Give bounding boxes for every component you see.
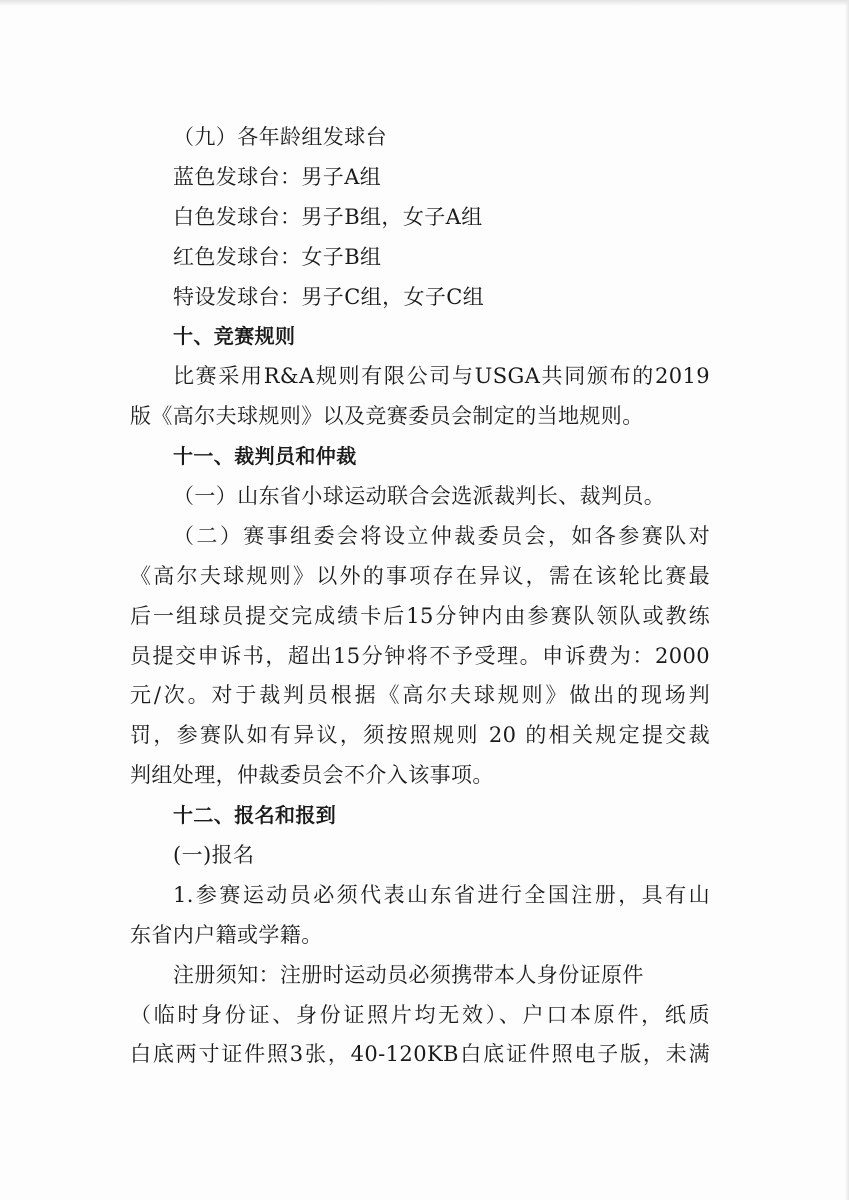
subsection-title-tee-boxes: （九）各年龄组发球台 <box>173 125 387 149</box>
section-heading-rules: 十、竞赛规则 <box>173 324 296 349</box>
tee-blue-line: 蓝色发球台：男子A组 <box>173 164 382 189</box>
referee-item-2-line-4: 员提交申诉书，超出15分钟将不予受理。申诉费为：2000 <box>130 643 710 668</box>
scan-edge-right <box>845 0 849 1200</box>
referee-item-2-line-5: 元/次。对于裁判员根据《高尔夫球规则》做出的现场判 <box>130 683 710 708</box>
tee-special-line: 特设发球台：男子C组，女子C组 <box>173 284 485 309</box>
tee-red-line: 红色发球台：女子B组 <box>173 244 382 269</box>
tee-white-line: 白色发球台：男子B组，女子A组 <box>173 204 483 229</box>
subsection-title-registration: (一)报名 <box>173 843 255 868</box>
referee-item-2-line-7: 判组处理，仲裁委员会不介入该事项。 <box>130 763 494 788</box>
document-body <box>130 118 710 1075</box>
section-heading-registration: 十二、报名和报到 <box>173 803 337 828</box>
referee-item-2-line-3: 后一组球员提交完成绩卡后15分钟内由参赛队领队或教练 <box>130 603 710 628</box>
referee-item-2-line-1: （二）赛事组委会将设立仲裁委员会，如各参赛队对 <box>173 523 710 548</box>
referee-item-2-line-6: 罚，参赛队如有异议，须按照规则 20 的相关规定提交裁 <box>130 723 710 748</box>
rules-paragraph-line-1: 比赛采用R&A规则有限公司与USGA共同颁布的2019 <box>173 364 710 389</box>
registration-notice-line-2: （临时身份证、身份证照片均无效）、户口本原件，纸质 <box>130 1002 710 1027</box>
referee-item-2-line-2: 《高尔夫球规则》以外的事项存在异议，需在该轮比赛最 <box>130 563 710 588</box>
registration-item-1-line-2: 东省内户籍或学籍。 <box>130 922 323 947</box>
registration-item-1-line-1: 1.参赛运动员必须代表山东省进行全国注册，具有山 <box>173 882 710 907</box>
rules-paragraph-line-2: 版《高尔夫球规则》以及竞赛委员会制定的当地规则。 <box>130 404 644 429</box>
registration-notice-line-3: 白底两寸证件照3张，40-120KB白底证件照电子版，未满 <box>130 1042 710 1067</box>
registration-notice-line-1: 注册须知：注册时运动员必须携带本人身份证原件 <box>173 962 644 987</box>
scan-edge-top <box>0 0 849 6</box>
referee-item-1: （一）山东省小球运动联合会选派裁判长、裁判员。 <box>173 484 666 509</box>
section-heading-referees: 十一、裁判员和仲裁 <box>173 444 357 469</box>
